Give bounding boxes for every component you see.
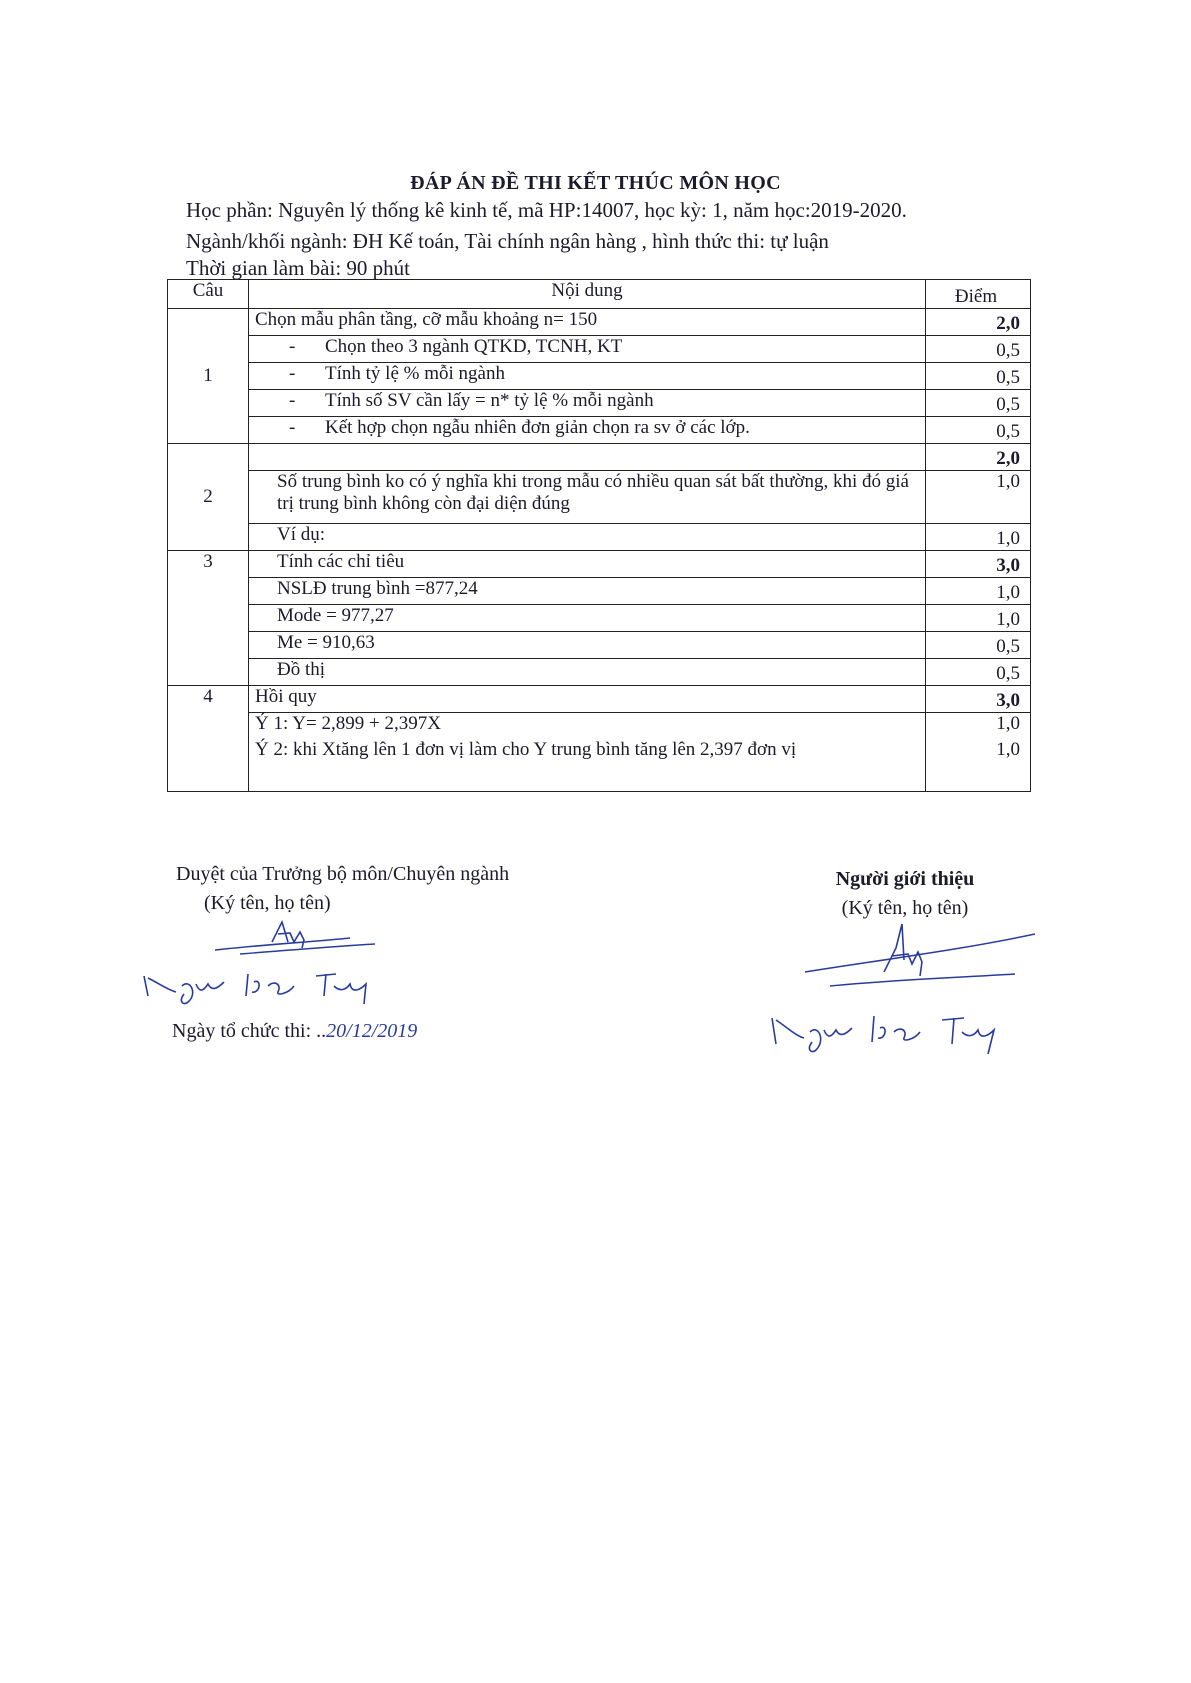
score-cell: 0,5 — [926, 336, 1031, 363]
score-cell: 2,0 — [926, 309, 1031, 336]
table-row — [168, 605, 1031, 632]
score-cell: 1,0 — [926, 471, 1031, 524]
bullet-dash: - — [289, 363, 296, 384]
score-cell: 3,0 — [926, 551, 1031, 578]
table-row — [168, 336, 1031, 363]
question-number: 4 — [168, 686, 249, 792]
question-number: 1 — [168, 309, 249, 444]
content-cell — [249, 336, 926, 363]
signature-mark-right — [800, 920, 1040, 990]
exam-date-label: Ngày tổ chức thi: .. — [172, 1020, 327, 1042]
header-score: Điểm — [926, 280, 1031, 309]
score-cell: 0,5 — [926, 363, 1031, 390]
content-cell: Đồ thị — [249, 659, 926, 686]
approval-block — [176, 863, 509, 915]
content-cell: Hồi quy — [249, 686, 926, 713]
header-question: Câu — [168, 280, 249, 309]
score-cell: 2,0 — [926, 444, 1031, 471]
table-row — [168, 417, 1031, 444]
score-cell: 1,0 — [926, 524, 1031, 551]
table-row — [168, 309, 1031, 336]
bullet-dash: - — [289, 390, 296, 411]
approval-subtitle: (Ký tên, họ tên) — [204, 892, 331, 914]
table-row — [168, 471, 1031, 524]
content-cell — [249, 390, 926, 417]
table-row — [168, 524, 1031, 551]
handwritten-name-right — [766, 1008, 1016, 1060]
score-cell: 1,0 — [926, 605, 1031, 632]
approval-title: Duyệt của Trưởng bộ môn/Chuyên ngành — [176, 863, 510, 885]
major-info: Ngành/khối ngành: ĐH Kế toán, Tài chính ngân hàng , hình thức thi: tự luận — [186, 229, 829, 253]
content-cell: Ví dụ: — [249, 524, 926, 551]
document-title: ĐÁP ÁN ĐỀ THI KẾT THÚC MÔN HỌC — [410, 172, 781, 194]
table-header-row — [168, 280, 1031, 309]
score-cell: 1,0 — [926, 578, 1031, 605]
score-cell: 0,5 — [926, 659, 1031, 686]
content-text: Kết hợp chọn ngẫu nhiên đơn giản chọn ra sv ở các lớp. — [325, 417, 750, 438]
table-row — [168, 686, 1031, 713]
content-cell: Chọn mẫu phân tầng, cỡ mẫu khoảng n= 150 — [249, 309, 926, 336]
question-number: 3 — [168, 551, 249, 686]
content-cell — [249, 417, 926, 444]
table-row — [168, 659, 1031, 686]
score-cell: 3,0 — [926, 686, 1031, 713]
bullet-dash: - — [289, 336, 296, 357]
score-cell: 0,5 — [926, 390, 1031, 417]
content-cell: Me = 910,63 — [249, 632, 926, 659]
table-row — [168, 390, 1031, 417]
content-cell: Số trung bình ko có ý nghĩa khi trong mẫu có nhiều quan sát bất thường, khi đó giá trị trung bình không còn đại diện đúng — [249, 471, 926, 524]
score-cell: 1,0 — [926, 739, 1031, 792]
content-cell: Mode = 977,27 — [249, 605, 926, 632]
content-cell: Tính các chỉ tiêu — [249, 551, 926, 578]
content-cell — [249, 444, 926, 471]
exam-date — [172, 1020, 417, 1043]
score-cell: 0,5 — [926, 417, 1031, 444]
score-cell: 1,0 — [926, 713, 1031, 740]
table-row — [168, 713, 1031, 740]
duration-info: Thời gian làm bài: 90 phút — [186, 256, 410, 280]
table-row — [168, 632, 1031, 659]
bullet-dash: - — [289, 417, 296, 438]
question-number: 2 — [168, 444, 249, 551]
signature-mark-left — [200, 918, 390, 958]
header-content: Nội dung — [249, 280, 926, 309]
content-cell: Ý 2: khi Xtăng lên 1 đơn vị làm cho Y trung bình tăng lên 2,397 đơn vị — [249, 739, 926, 792]
course-info: Học phần: Nguyên lý thống kê kinh tế, mã HP:14007, học kỳ: 1, năm học:2019-2020. — [186, 198, 907, 222]
table-row — [168, 739, 1031, 792]
content-cell: Ý 1: Y= 2,899 + 2,397X — [249, 713, 926, 740]
introducer-block — [790, 868, 1020, 920]
handwritten-name-left — [138, 964, 388, 1010]
table-row — [168, 444, 1031, 471]
exam-date-value: 20/12/2019 — [326, 1020, 418, 1042]
table-row — [168, 578, 1031, 605]
content-text: Chọn theo 3 ngành QTKD, TCNH, KT — [325, 336, 623, 357]
answer-table — [167, 279, 1031, 792]
score-cell: 0,5 — [926, 632, 1031, 659]
introducer-title: Người giới thiệu — [835, 868, 975, 890]
content-cell — [249, 363, 926, 390]
content-cell: NSLĐ trung bình =877,24 — [249, 578, 926, 605]
content-text: Tính tỷ lệ % mỗi ngành — [325, 363, 505, 384]
content-text: Tính số SV cần lấy = n* tỷ lệ % mỗi ngành — [325, 390, 654, 411]
table-row — [168, 363, 1031, 390]
table-row — [168, 551, 1031, 578]
introducer-subtitle: (Ký tên, họ tên) — [841, 897, 969, 919]
